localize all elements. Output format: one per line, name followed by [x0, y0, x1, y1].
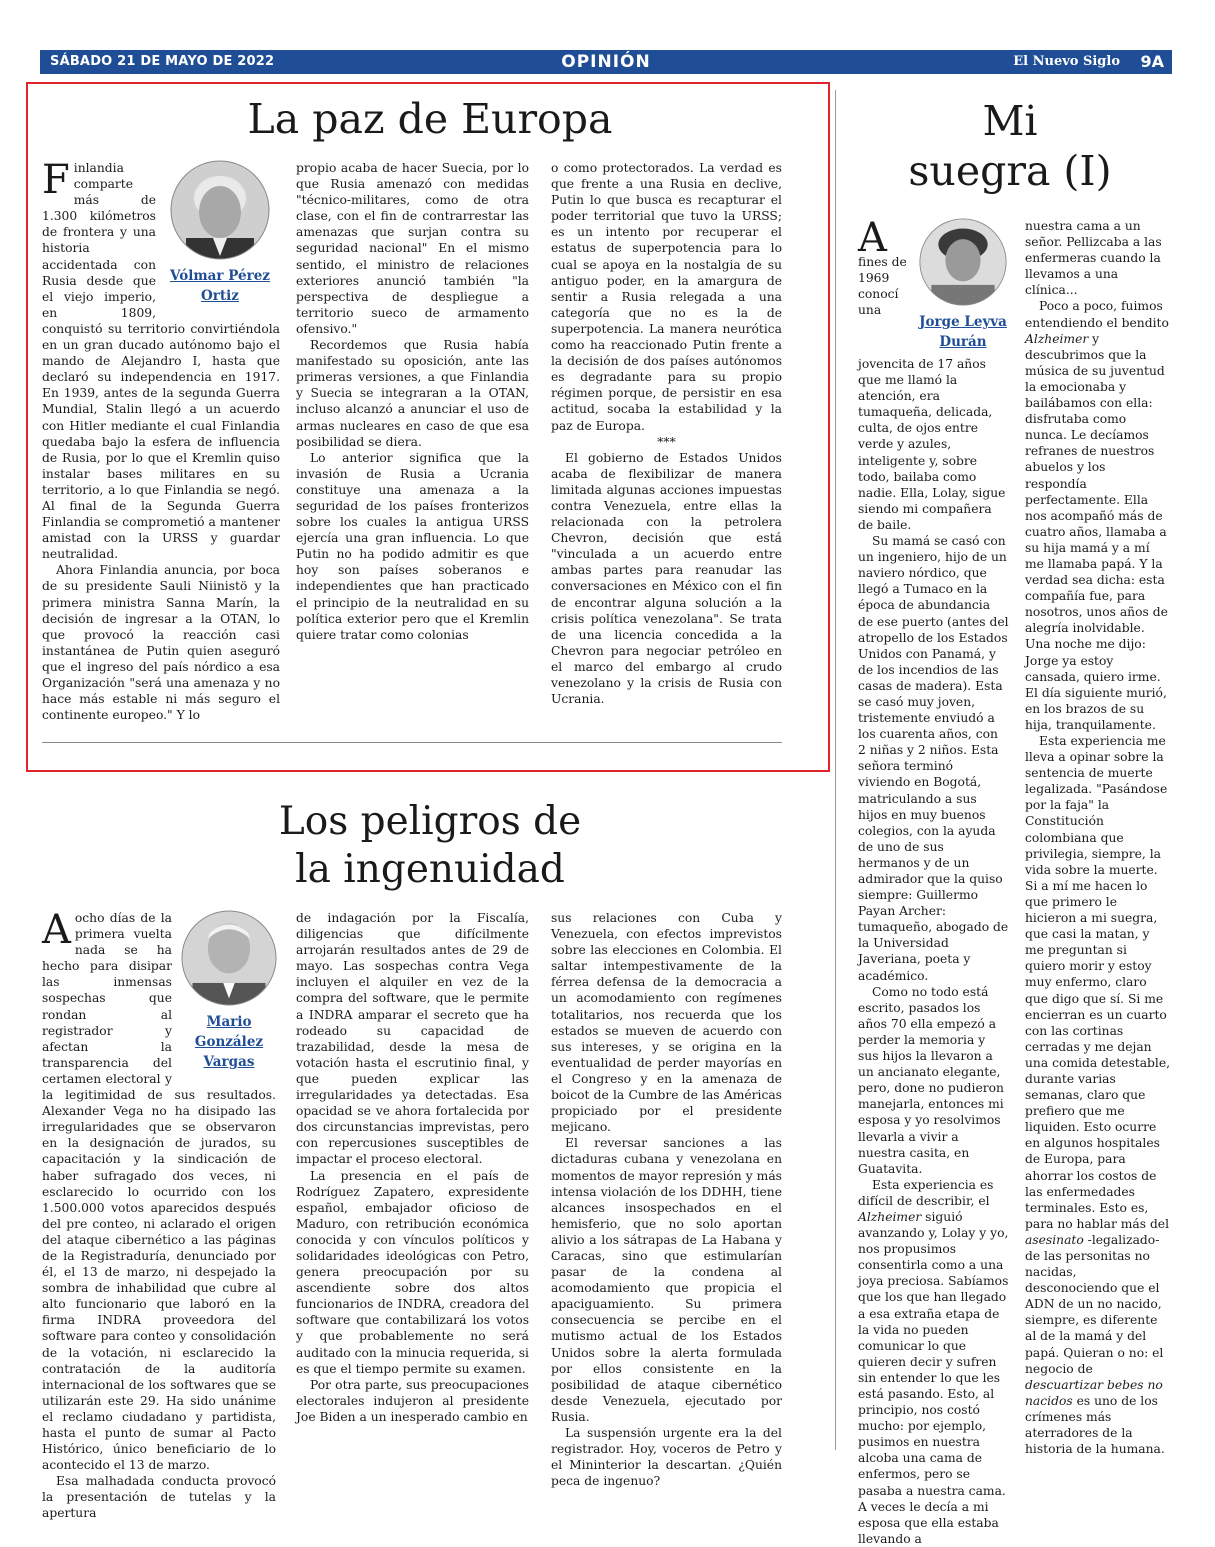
paragraph: Como no todo está escrito, pasados los años 70 ella empezó a perder la memoria y sus hijos la llevaron a un ancianato elegante, pero, done no pudieron manejarla, entonces mi esposa y yo resolvimos llevarla a vivir a nuestra casita, en Guatavita.: [858, 984, 1004, 1176]
emphasis: Alzheimer: [858, 1209, 922, 1224]
paragraph: Esta experiencia es difícil de describir, el Alzheimer siguió avanzando y, Lolay y yo, nos propusimos consentirla como a una joya preciosa. Sabíamos que los que han llegado a esa extraña etapa de la vida no pueden comunicar lo que quieren decir y sufren sin entender lo que les está pasando. Esto, al principio, nos costó mucho: por ejemplo, pusimos en nuestra alcoba una cama de enfermos, pero se pasaba a nuestra cama. A veces le decía a mi esposa que ella estaba llevando a: [858, 1177, 1009, 1546]
paragraph: Lo anterior significa que la invasión de Rusia a Ucrania constituye una amenaza a la seguridad de los países fronterizos sobre los cuales la antigua URSS ejercía una gran influencia. Lo que Putin no ha podido admitir es que hoy son países soberanos e independientes que han practicado el principio de la neutralidad en su política exterior pero que el Kremlin quiere tratar como colonias: [296, 450, 529, 642]
paragraph: La presencia en el país de Rodríguez Zapatero, expresidente español, embajador oficioso de Maduro, con retribución económica conocida y con vínculos políticos y solidaridades ideológicas con Petro, genera preocupación por su ascendiente sobre dos altos funcionarios de INDRA, creadora del software que contabilizará los votos y que probablemente no será auditado con la minucia requerida, si es que el tiempo permite su examen.: [296, 1168, 529, 1376]
author-byline: Vólmar Pérez Ortiz: [170, 268, 270, 304]
author-block: [915, 218, 1011, 352]
paragraph: de indagación por la Fiscalía, diligencias que difícilmente arrojarán resultados antes de 29 de mayo. Las sospechas contra Vega incluyen el alquiler en vez de la compra del software, que le permite a INDRA amparar el secreto que ha rodeado su capacidad de trazabilidad, desde la mesa de votación hasta el escrutinio final, y que pueden explicar las irregularidades ya detectadas. Esa opacidad se ve ahora fortalecida por dos circunstancias imprevistas, pero con repercusiones susceptibles de impactar el proceso electoral.: [296, 911, 529, 1167]
paragraph: Poco a poco, fuimos entendiendo el bendito Alzheimer y descubrimos que la música de su juventud la emocionaba y bailábamos con ella: disfrutaba como nunca. Le decíamos refranes de nuestros abuelos y los respondía perfectamente. Ella nos acompañó más de cuatro años, llamaba a su hija mamá y a mí me llamaba papá. Y la verdad sea dicha: esta compañía fue, para nosotros, unos años de alegría inolvidable. Una noche me dijo: Jorge ya estoy cansada, quiero irme. El día siguiente murió, en los brazos de su hija, tranquilamente.: [1025, 299, 1169, 732]
drop-cap: F: [42, 157, 70, 203]
paragraph: sus relaciones con Cuba y Venezuela, con efectos imprevistos sobre las elecciones en Colombia. El saltar intempestivamente de la férrea defensa de la democracia a un acomodamiento con regímenes totalitarios, nos recuerda que los estados se mueven de acuerdo con sus intereses, y se origina en la eventualidad de perder mayorías en el Congreso y en la amenaza de boicot de la Cumbre de las Américas propiciado por el presidente mejicano.: [551, 911, 782, 1135]
article3-col-2: [1025, 218, 1171, 1457]
emphasis: descuartizar bebes no nacidos: [1025, 1377, 1163, 1408]
paragraph: El reversar sanciones a las dictaduras cubana y venezolana en momentos de mayor represión y más intensa violación de los DDHH, tiene alcances insospechados en el hemisferio, que no solo aportan alivio a los sátrapas de La Habana y Caracas, sino que estimularían pasar de la condena al acomodamiento que propicia el apaciguamiento. Su primera consecuencia se percibe en el mutismo actual de los Estados Unidos sobre la alerta formulada por ellos consistente en la posibilidad de ataque cibernético desde Venezuela, ejecutado por Rusia.: [551, 1136, 782, 1424]
author-portrait: [919, 218, 1007, 306]
article1-title: La paz de Europa: [247, 95, 613, 143]
author-block: [180, 910, 278, 1072]
paragraph: Esta experiencia me lleva a opinar sobre la sentencia de muerte legalizada. "Pasándose por la faja" la Constitución colombiana que privilegia, siempre, la vida sobre la muerte. Si a mí me hacen lo que primero le hicieron a mi suegra, que casi la matan, y me preguntan si quiero morir y estoy muy enfermo, claro que digo que sí. Si me encierran es un cuarto con las cortinas cerradas y me dejan una comida detestable, durante varias semanas, claro que prefiero que me liquiden. Esto ocurre en algunos hospitales de Europa, para ahorrar los costos de las enfermedades terminales. Esto es, para no hablar más del asesinato -legalizado- de las personitas no nacidas, desconociendo que el ADN de un no nacido, siempre, es diferente al de la mamá y del papá. Quieran o no: el negocio de descuartizar bebes no nacidos es uno de los crímenes más aterradores de la historia de la humana.: [1025, 734, 1171, 1457]
column-rule: [835, 90, 836, 1450]
author-portrait: [181, 910, 277, 1006]
paragraph: Su mamá se casó con un ingeniero, hijo de un naviero nórdico, que llegó a Tumaco en la época de abundancia de ese puerto (antes del atropello de los Estados Unidos con Panamá, y de los incendios de las casas de madera). Esta se casó muy joven, tristemente enviudó a los cuarenta años, con 2 niñas y 2 niños. Esta señora terminó viviendo en Bogotá, matriculando a sus hijos en muy buenos colegios, con la ayuda de uno de sus hermanos y de un admirador que la quiso siempre: Guillermo Payan Archer: tumaqueño, abogado de la Universidad Javeriana, poeta y académico.: [858, 534, 1009, 983]
paragraph: inlandia comparte más de 1.300 kilómetros de frontera y una historia accidentada con Rusia desde que el viejo imperio, en 1809, conquistó su territorio convirtiéndola en un gran ducado autónomo bajo el mando de Alejandro I, hasta que declaró su independencia en 1917. En 1939, antes de la segunda Guerra Mundial, Stalin llegó a un acuerdo con Hitler mediante el cual Finlandia quedaba bajo la esfera de influencia de Rusia, por lo que el Kremlin quiso instalar bases militares en su territorio, a lo que Finlandia se negó. Al final de la Segunda Guerra Finlandia se comprometió a mantener amistad con la URSS y guardar neutralidad.: [42, 161, 280, 562]
paragraph: Recordemos que Rusia había manifestado su oposición, ante las primeras versiones, a que Finlandia y Suecia se integraran a la OTAN, incluso alcanzó a anunciar el uso de armas nucleares en caso de que esa posibilidad se diera.: [296, 338, 529, 449]
paragraph: o como protectorados. La verdad es que frente a una Rusia en declive, Putin lo que busca es recapturar el poder territorial que tuvo la URSS; es un intento por recuperar el estatus de superpotencia para lo cual se apoya en la nostalgia de su antiguo poder, en la amargura de sentir a Rusia relegada a una categoría que no es la de superpotencia. La manera neurótica como ha reaccionado Putin frente a la decisión de dos países autónomos es degradante para su propio régimen porque, de persistir en esa actitud, socaba la estabilidad y la paz de Europa.: [551, 161, 782, 433]
drop-cap: A: [42, 907, 71, 953]
title-line: Los peligros de: [278, 799, 582, 844]
highlight-frame: [26, 82, 830, 772]
author-byline: Mario González Vargas: [194, 1014, 264, 1070]
paragraph: ocho días de la primera vuelta nada se ha hecho para disipar las inmensas sospechas que rondan al registrador y afectan la transparencia del certamen electoral y la legitimidad de sus resultados. Alexander Vega no ha disipado las irregularidades que se observaron en la designación de jurados, su capacitación y la sindicación de haber sufragado dos veces, ni esclarecido lo ocurrido con los 1.500.000 votos aparecidos después del pre conteo, ni aclarado el origen del ataque cibernético a las páginas de la Registraduría, denunciado por él, el 13 de marzo, ni despejado la sombra de inhabilidad que cubre al alto funcionario que laboró en la firma INDRA proveedora del software para conteo y consolidación de la votación, ni esclarecido la contratación de la auditoría internacional de los softwares que se utilizarán este 29. Ha sido unánime el reclamo ciudadano y partidista, hasta el punto de sumar al Pacto Histórico, único beneficiario de lo acontecido el 13 de marzo.: [42, 911, 276, 1473]
article2-col-1: [42, 907, 276, 1522]
separator: ***: [657, 434, 676, 449]
masthead-bar: [40, 50, 1172, 74]
drop-cap: A: [858, 215, 887, 261]
emphasis: asesinato: [1025, 1232, 1084, 1247]
newspaper-brand: El Nuevo Siglo: [1013, 54, 1120, 69]
title-line: la ingenuidad: [295, 847, 565, 892]
article2-col-3: [551, 910, 782, 1489]
title-line: suegra (I): [908, 147, 1112, 195]
article2-col-2: [296, 910, 529, 1425]
article3-col-1: [858, 215, 1009, 1547]
paragraph: propio acaba de hacer Suecia, por lo que Rusia amenazó con medidas "técnico-militares, como de otra clase, con el fin de contrarrestar las amenazas que surjan contra su seguridad nacional" En el mismo sentido, el ministro de relaciones exteriores anunció también "la perspectiva de despliegue a territorio sueco de armamento ofensivo.": [296, 161, 529, 336]
author-byline: Jorge Leyva Durán: [919, 314, 1007, 350]
paragraph: fines de 1969 conocí una jovencita de 17 años que me llamó la atención, era tumaqueña, delicada, culta, de ojos entre verde y azules, inteligente y, sobre todo, bailaba como nadie. Ella, Lolay, sigue siendo mi compañera de baile.: [858, 255, 1006, 532]
issue-date: SÁBADO 21 DE MAYO DE 2022: [50, 54, 275, 69]
paragraph: Ahora Finlandia anuncia, por boca de su presidente Sauli Niinistö y la primera ministra Sanna Marín, la decisión de ingresar a la OTAN, lo que provocó la reacción casi instantánea de Putin quien aseguró que el ingreso del país nórdico a esa Organización "será una amenaza y no hace más estable ni más seguro el continente europeo." Y lo: [42, 563, 280, 723]
paragraph: Esa malhadada conducta provocó la presentación de tutelas y la apertura: [42, 1474, 276, 1521]
section-name: OPINIÓN: [561, 52, 651, 72]
paragraph: El gobierno de Estados Unidos acaba de flexibilizar de manera limitada algunas acciones impuestas contra Venezuela, entre ellas la relacionada con la petrolera Chevron, decisión que está "vinculada a un acuerdo entre ambas partes para reanudar las conversaciones en México con el fin de encontrar alguna solución a la crisis política venezolana". Se trata de una licencia concedida a la Chevron para negociar petróleo en el marco del embargo al crudo venezolano y la crisis de Rusia con Ucrania.: [551, 450, 782, 707]
paragraph: La suspensión urgente era la del registrador. Hoy, voceros de Petro y el Mininterior la descartan. ¿Quién peca de ingenuo?: [551, 1426, 782, 1489]
article3-title: [845, 96, 1175, 196]
article2-title: [40, 798, 820, 894]
title-line: Mi: [982, 97, 1038, 145]
emphasis: Alzheimer: [1025, 331, 1089, 346]
paragraph: Por otra parte, sus preocupaciones electorales indujeron al presidente Joe Biden a un inesperado cambio en: [296, 1377, 529, 1424]
page-number: 9A: [1140, 52, 1164, 71]
paragraph: nuestra cama a un señor. Pellizcaba a las enfermeras cuando la llevamos a una clínica...: [1025, 219, 1162, 298]
